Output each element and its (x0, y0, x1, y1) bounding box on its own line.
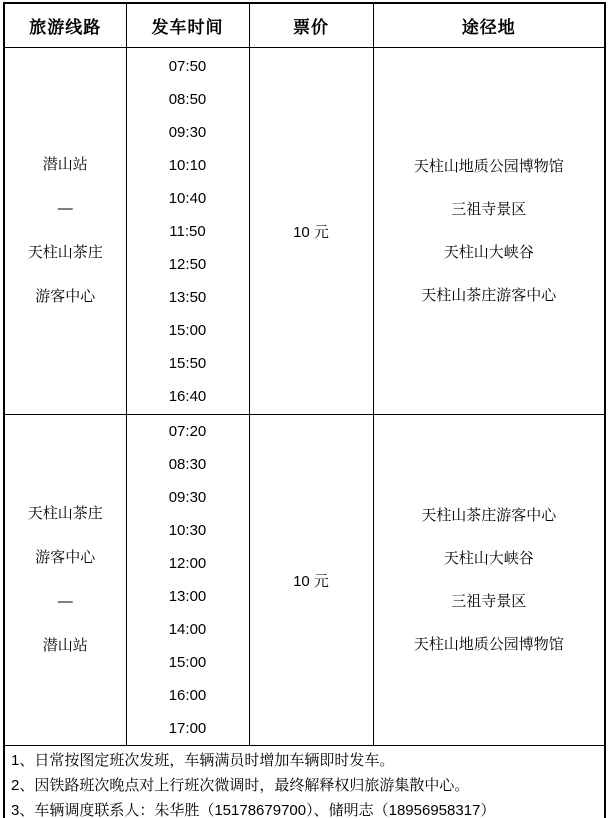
times-cell (126, 48, 249, 415)
route-lines (5, 143, 126, 319)
via-cell (373, 415, 605, 746)
departure-time: 16:00 (168, 687, 207, 704)
via-cell (373, 48, 605, 415)
via-stop: 天柱山地质公园博物馆 (413, 158, 564, 175)
notes-list (11, 748, 598, 818)
via-stop: 三祖寺景区 (451, 593, 527, 610)
departure-time: 09:30 (168, 489, 207, 506)
departure-time: 09:30 (168, 123, 207, 141)
via-stop: 天柱山茶庄游客中心 (421, 507, 557, 524)
route-line: — (57, 593, 73, 610)
note-line: 1、日常按图定班次发班，车辆满员时增加车辆即时发车。 (11, 752, 395, 769)
header-via: 途径地 (373, 3, 605, 48)
header-departure-time: 发车时间 (126, 3, 249, 48)
notes-row (4, 746, 605, 818)
price-value: 10 元 (293, 223, 329, 241)
departure-time: 13:00 (168, 588, 207, 605)
departure-time: 10:40 (168, 189, 207, 207)
via-stop: 三祖寺景区 (451, 201, 527, 218)
route-cell (4, 48, 126, 415)
departure-time: 15:50 (168, 354, 207, 372)
departure-time: 08:50 (168, 90, 207, 108)
route-line: 天柱山茶庄 (27, 505, 103, 522)
route-cell (4, 415, 126, 746)
note-line: 3、车辆调度联系人：朱华胜（15178679700）、储明志（18956958317） (11, 802, 496, 818)
route-line: 游客中心 (35, 288, 96, 305)
departure-time: 12:00 (168, 555, 207, 572)
note-line: 2、因铁路班次晚点对上行班次微调时，最终解释权归旅游集散中心。 (11, 777, 470, 794)
route-line: — (57, 200, 73, 217)
header-row (4, 3, 605, 48)
departure-time: 15:00 (168, 654, 207, 671)
header-route: 旅游线路 (4, 3, 126, 48)
departure-time: 10:10 (168, 156, 207, 174)
via-stops (374, 494, 605, 666)
via-stop: 天柱山地质公园博物馆 (413, 636, 564, 653)
route-line: 天柱山茶庄 (27, 244, 103, 261)
via-stop: 天柱山茶庄游客中心 (421, 287, 557, 304)
times-cell (126, 415, 249, 746)
bus-schedule-table (3, 2, 606, 818)
departure-time: 13:50 (168, 288, 207, 306)
departure-time: 16:40 (168, 387, 207, 405)
via-stop: 天柱山大峡谷 (443, 550, 534, 567)
departure-time: 10:30 (168, 522, 207, 539)
departure-time: 14:00 (168, 621, 207, 638)
departure-time: 15:00 (168, 321, 207, 339)
route-row-qianshan-to-chazhuang (4, 48, 605, 415)
via-stops (374, 145, 605, 317)
header-price: 票价 (249, 3, 373, 48)
route-row-chazhuang-to-qianshan (4, 415, 605, 746)
route-line: 潜山站 (42, 637, 88, 654)
price-cell (249, 48, 373, 415)
departure-time: 07:50 (168, 57, 207, 75)
price-cell (249, 415, 373, 746)
departure-time: 07:20 (168, 423, 207, 440)
departure-time: 11:50 (169, 222, 206, 240)
departure-time: 17:00 (168, 720, 207, 737)
route-lines (5, 492, 126, 668)
departure-times (127, 415, 249, 745)
via-stop: 天柱山大峡谷 (443, 244, 534, 261)
departure-time: 12:50 (168, 255, 207, 273)
departure-times (127, 50, 249, 413)
price-value: 10 元 (293, 572, 329, 590)
notes-cell (4, 746, 605, 818)
departure-time: 08:30 (168, 456, 207, 473)
route-line: 潜山站 (42, 156, 88, 173)
route-line: 游客中心 (35, 549, 96, 566)
